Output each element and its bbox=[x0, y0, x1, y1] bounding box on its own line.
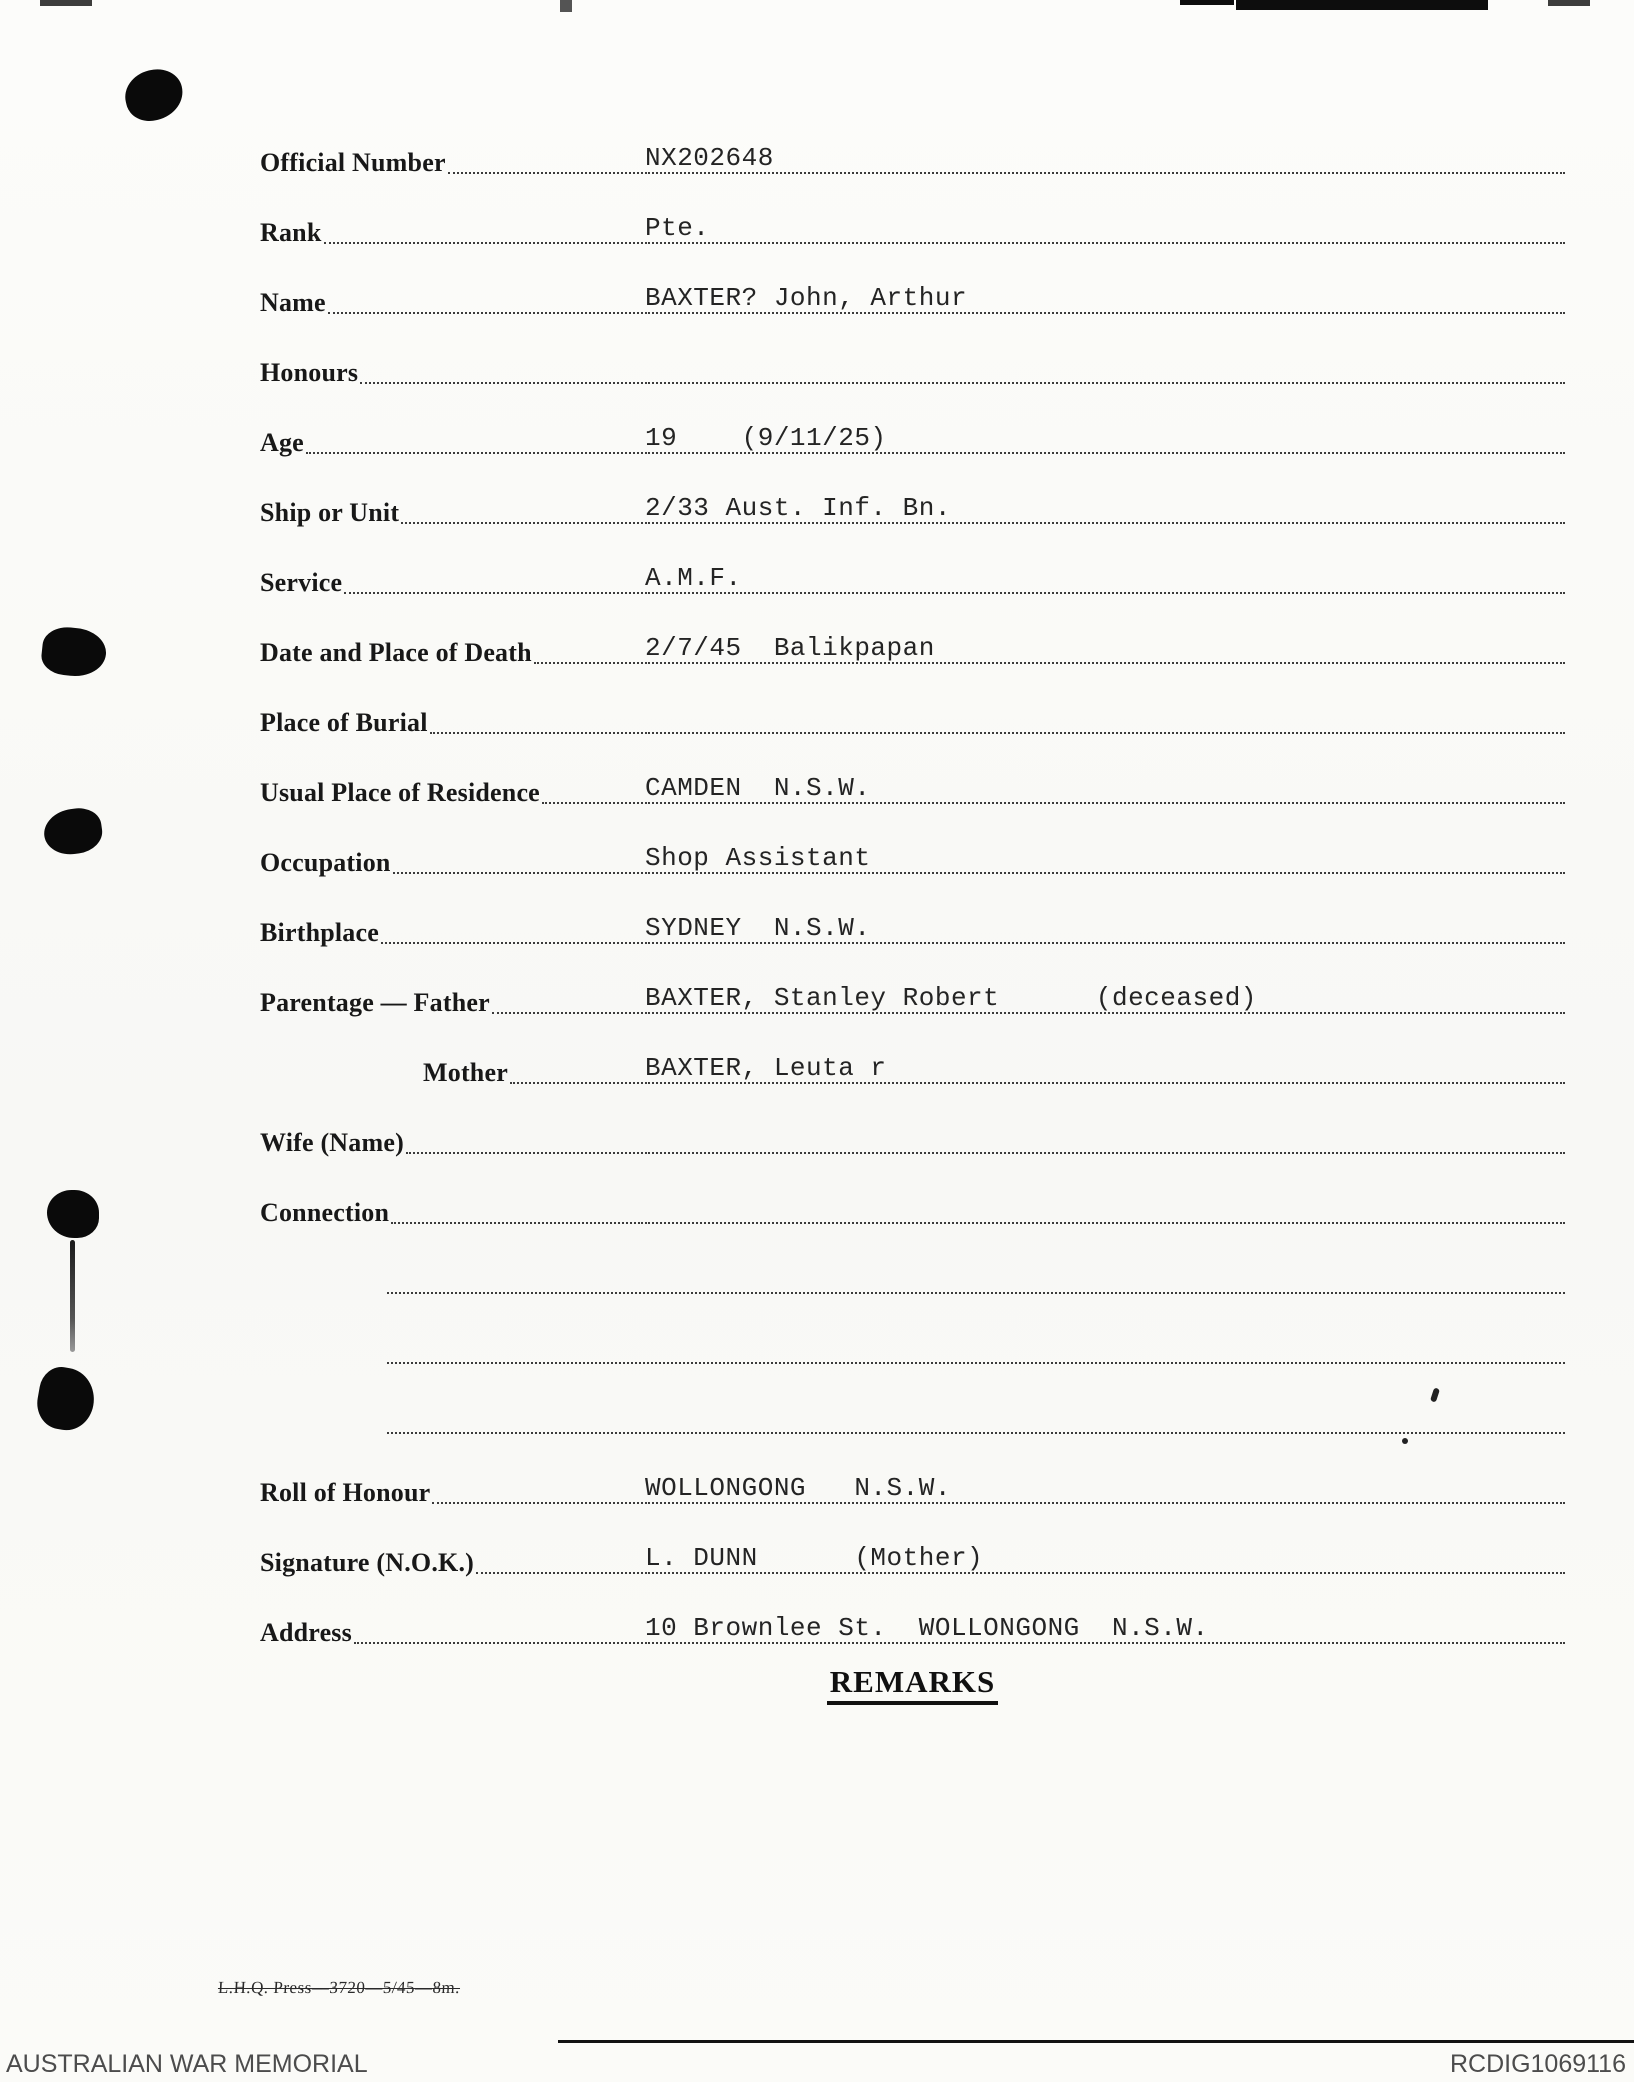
form-row bbox=[260, 248, 1565, 318]
field-label: Birthplace bbox=[260, 918, 379, 947]
field-label: Roll of Honour bbox=[260, 1478, 431, 1507]
dotted-leader bbox=[448, 172, 643, 174]
dotted-leader bbox=[306, 452, 643, 454]
ink-blot bbox=[47, 1190, 99, 1238]
dotted-line bbox=[645, 912, 1565, 944]
dotted-line bbox=[645, 1472, 1565, 1504]
form-row bbox=[260, 878, 1565, 948]
form-row bbox=[260, 318, 1565, 388]
field-label: Connection bbox=[260, 1198, 390, 1227]
field-label-block bbox=[260, 778, 645, 808]
form-row bbox=[260, 1438, 1565, 1508]
dotted-leader bbox=[393, 872, 643, 874]
footer-reference-id: RCDIG1069116 bbox=[1449, 2050, 1626, 2078]
dotted-line bbox=[645, 142, 1565, 174]
dotted-line bbox=[645, 1204, 1565, 1224]
dotted-line bbox=[645, 562, 1565, 594]
scan-artifact bbox=[560, 0, 572, 12]
dotted-leader bbox=[324, 242, 644, 244]
ink-smear bbox=[70, 1240, 75, 1352]
printer-code: L.H.Q. Press—3720—5/45—8m. bbox=[217, 1978, 461, 1997]
field-label-block bbox=[260, 918, 645, 948]
form-row bbox=[260, 948, 1565, 1018]
field-label-block bbox=[260, 1058, 645, 1088]
remarks-heading: REMARKS bbox=[827, 1664, 998, 1705]
dotted-line bbox=[645, 714, 1565, 734]
field-label-block bbox=[260, 288, 645, 318]
field-label-block bbox=[260, 1478, 645, 1508]
field-label: Rank bbox=[260, 218, 322, 247]
form-row bbox=[260, 1228, 1565, 1298]
dotted-line bbox=[645, 492, 1565, 524]
dotted-leader bbox=[430, 732, 643, 734]
form-row bbox=[260, 178, 1565, 248]
field-label: Official Number bbox=[260, 148, 446, 177]
field-value: Shop Assistant bbox=[645, 843, 871, 873]
field-label-block bbox=[260, 218, 645, 248]
field-value: NX202648 bbox=[645, 143, 774, 173]
field-label-block bbox=[260, 1618, 645, 1648]
field-label-block bbox=[260, 638, 645, 668]
dotted-leader bbox=[542, 802, 643, 804]
field-label-block bbox=[260, 1198, 645, 1228]
form-row bbox=[260, 738, 1565, 808]
footer-divider bbox=[558, 2040, 1634, 2043]
field-value: A.M.F. bbox=[645, 563, 742, 593]
form-row bbox=[260, 1578, 1565, 1648]
scan-artifact bbox=[1180, 0, 1234, 5]
field-value: 19 (9/11/25) bbox=[645, 423, 887, 453]
field-label-block bbox=[260, 1364, 387, 1368]
dotted-leader bbox=[360, 382, 643, 384]
dotted-leader bbox=[534, 662, 643, 664]
field-value: BAXTER, Stanley Robert (deceased) bbox=[645, 983, 1257, 1013]
field-label: Usual Place of Residence bbox=[260, 778, 540, 807]
form-row bbox=[260, 1158, 1565, 1228]
field-label-block bbox=[260, 848, 645, 878]
form-row bbox=[260, 1088, 1565, 1158]
dotted-line bbox=[645, 364, 1565, 384]
form-row bbox=[260, 1298, 1565, 1368]
field-value: 2/33 Aust. Inf. Bn. bbox=[645, 493, 951, 523]
form-row bbox=[260, 1368, 1565, 1438]
scan-artifact bbox=[1236, 0, 1488, 10]
dotted-line bbox=[387, 1414, 1565, 1434]
dotted-leader bbox=[476, 1572, 643, 1574]
field-label: Occupation bbox=[260, 848, 391, 877]
dotted-leader bbox=[391, 1222, 643, 1224]
dotted-leader bbox=[401, 522, 643, 524]
field-label: Address bbox=[260, 1618, 352, 1647]
dotted-leader bbox=[406, 1152, 643, 1154]
field-value: 10 Brownlee St. WOLLONGONG N.S.W. bbox=[645, 1613, 1209, 1643]
form-row bbox=[260, 1508, 1565, 1578]
dotted-leader bbox=[492, 1012, 643, 1014]
service-record-form bbox=[260, 108, 1565, 1705]
field-label: Age bbox=[260, 428, 304, 457]
dotted-line bbox=[645, 212, 1565, 244]
field-label: Mother bbox=[423, 1058, 508, 1087]
scan-artifact bbox=[1548, 0, 1590, 6]
field-label: Honours bbox=[260, 358, 359, 387]
dotted-line bbox=[645, 1612, 1565, 1644]
dotted-line bbox=[645, 632, 1565, 664]
field-label-block bbox=[260, 498, 645, 528]
field-label: Date and Place of Death bbox=[260, 638, 532, 667]
field-value: CAMDEN N.S.W. bbox=[645, 773, 871, 803]
field-label-block bbox=[260, 358, 645, 388]
field-label: Wife (Name) bbox=[260, 1128, 404, 1157]
field-value: BAXTER, Leuta r bbox=[645, 1053, 887, 1083]
form-row bbox=[260, 598, 1565, 668]
form-row bbox=[260, 1018, 1565, 1088]
dotted-line bbox=[387, 1344, 1565, 1364]
dotted-line bbox=[645, 1134, 1565, 1154]
dotted-line bbox=[645, 772, 1565, 804]
dotted-line bbox=[645, 282, 1565, 314]
dotted-line bbox=[387, 1274, 1565, 1294]
dotted-leader bbox=[432, 1502, 643, 1504]
field-label-block bbox=[260, 148, 645, 178]
dotted-leader bbox=[381, 942, 643, 944]
field-label-block bbox=[260, 1294, 387, 1298]
dotted-leader bbox=[328, 312, 643, 314]
field-value: WOLLONGONG N.S.W. bbox=[645, 1473, 951, 1503]
footer-source-label: AUSTRALIAN WAR MEMORIAL bbox=[6, 2050, 368, 2078]
field-label-block bbox=[260, 988, 645, 1018]
field-label-block bbox=[260, 1548, 645, 1578]
dotted-leader bbox=[354, 1642, 643, 1644]
form-row bbox=[260, 388, 1565, 458]
field-label-block bbox=[260, 1128, 645, 1158]
form-fields bbox=[260, 108, 1565, 1648]
field-label: Place of Burial bbox=[260, 708, 428, 737]
dotted-line bbox=[645, 1052, 1565, 1084]
field-label: Service bbox=[260, 568, 343, 597]
form-row bbox=[260, 108, 1565, 178]
dotted-line bbox=[645, 1542, 1565, 1574]
form-row bbox=[260, 808, 1565, 878]
form-row bbox=[260, 458, 1565, 528]
field-label-block bbox=[260, 708, 645, 738]
dotted-line bbox=[645, 842, 1565, 874]
form-row bbox=[260, 668, 1565, 738]
scan-artifact bbox=[40, 0, 92, 6]
field-value: 2/7/45 Balikpapan bbox=[645, 633, 935, 663]
field-label: Parentage — Father bbox=[260, 988, 490, 1017]
field-label: Signature (N.O.K.) bbox=[260, 1548, 475, 1577]
dotted-leader bbox=[510, 1082, 643, 1084]
field-label-block bbox=[260, 1434, 387, 1438]
field-label: Name bbox=[260, 288, 326, 317]
field-label-block bbox=[260, 428, 645, 458]
dotted-line bbox=[645, 422, 1565, 454]
dotted-leader bbox=[344, 592, 643, 594]
field-value: L. DUNN (Mother) bbox=[645, 1543, 984, 1573]
dotted-line bbox=[645, 982, 1565, 1014]
field-label-block bbox=[260, 568, 645, 598]
field-label: Ship or Unit bbox=[260, 498, 400, 527]
form-row bbox=[260, 528, 1565, 598]
field-value: BAXTER? John, Arthur bbox=[645, 283, 968, 313]
field-value: Pte. bbox=[645, 213, 710, 243]
field-value: SYDNEY N.S.W. bbox=[645, 913, 871, 943]
